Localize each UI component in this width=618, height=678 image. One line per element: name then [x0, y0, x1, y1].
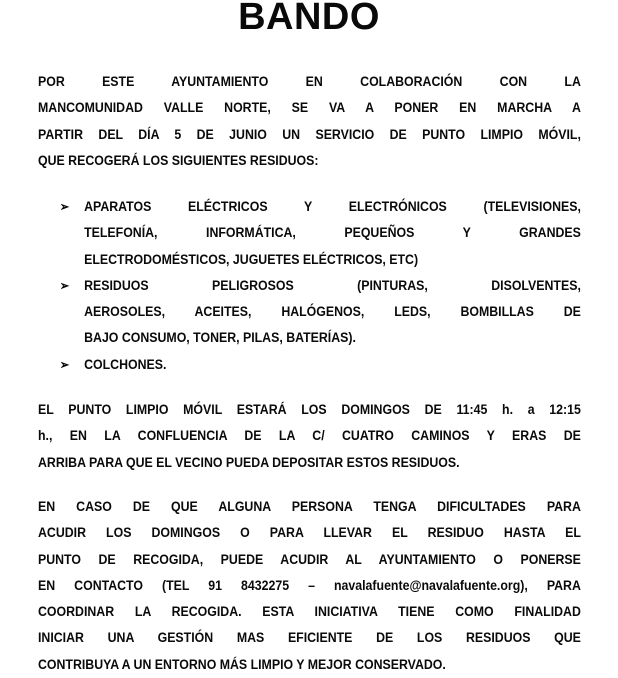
text-line: CONTRIBUYA A UN ENTORNO MÁS LIMPIO Y MEJOR CONSERVADO.: [38, 656, 446, 673]
list-item: [38, 273, 581, 352]
intro-paragraph: [38, 69, 581, 174]
arrow-bullet-icon: ➢: [59, 199, 70, 214]
list-item: [38, 194, 581, 273]
text-line: EN CASO DE QUE ALGUNA PERSONA TENGA DIFICULTADES PARA: [38, 499, 581, 515]
text-line: PUNTO DE RECOGIDA, PUEDE ACUDIR AL AYUNTAMIENTO O PONERSE: [38, 551, 581, 568]
text-line: RESIDUOS PELIGROSOS (PINTURAS, DISOLVENTES,: [84, 277, 581, 294]
text-line: QUE RECOGERÁ LOS SIGUIENTES RESIDUOS:: [38, 152, 319, 169]
text-line: INICIAR UNA GESTIÓN MAS EFICIENTE DE LOS RESIDUOS QUE: [38, 630, 581, 647]
text-line: ACUDIR LOS DOMINGOS O PARA LLEVAR EL RESIDUO HASTA EL: [38, 525, 581, 542]
text-line: EN CONTACTO (TEL 91 8432275 – navalafuente@navalafuente.org), PARA: [38, 577, 581, 594]
text-line: POR ESTE AYUNTAMIENTO EN COLABORACIÓN CON LA: [38, 74, 581, 90]
text-line: EL PUNTO LIMPIO MÓVIL ESTARÁ LOS DOMINGOS DE 11:45 h. a 12:15: [38, 402, 581, 418]
text-line: COORDINAR LA RECOGIDA. ESTA INICIATIVA TIENE COMO FINALIDAD: [38, 604, 581, 621]
text-line: ARRIBA PARA QUE EL VECINO PUEDA DEPOSITAR ESTOS RESIDUOS.: [38, 454, 460, 471]
contact-paragraph: [38, 494, 581, 678]
text-line: ELECTRODOMÉSTICOS, JUGUETES ELÉCTRICOS, ETC): [84, 251, 419, 268]
text-line: BAJO CONSUMO, TONER, PILAS, BATERÍAS).: [84, 330, 356, 347]
waste-list: [38, 194, 581, 378]
text-line: PARTIR DEL DÍA 5 DE JUNIO UN SERVICIO DE PUNTO LIMPIO MÓVIL,: [38, 126, 581, 143]
text-line: COLCHONES.: [84, 356, 167, 373]
arrow-bullet-icon: ➢: [59, 277, 70, 293]
text-line: h., EN LA CONFLUENCIA DE LA C/ CUATRO CAMINOS Y ERAS DE: [38, 428, 581, 445]
text-line: TELEFONÍA, INFORMÁTICA, PEQUEÑOS Y GRANDES: [84, 225, 581, 242]
arrow-bullet-icon: ➢: [59, 356, 70, 372]
text-line: AEROSOLES, ACEITES, HALÓGENOS, LEDS, BOMBILLAS DE: [84, 304, 581, 321]
text-line: APARATOS ELÉCTRICOS Y ELECTRÓNICOS (TELEVISIONES,: [84, 199, 581, 215]
list-item: [38, 352, 581, 378]
text-line: MANCOMUNIDAD VALLE NORTE, SE VA A PONER EN MARCHA A: [38, 100, 581, 117]
document-title: BANDO: [238, 0, 380, 38]
schedule-paragraph: [38, 397, 581, 476]
